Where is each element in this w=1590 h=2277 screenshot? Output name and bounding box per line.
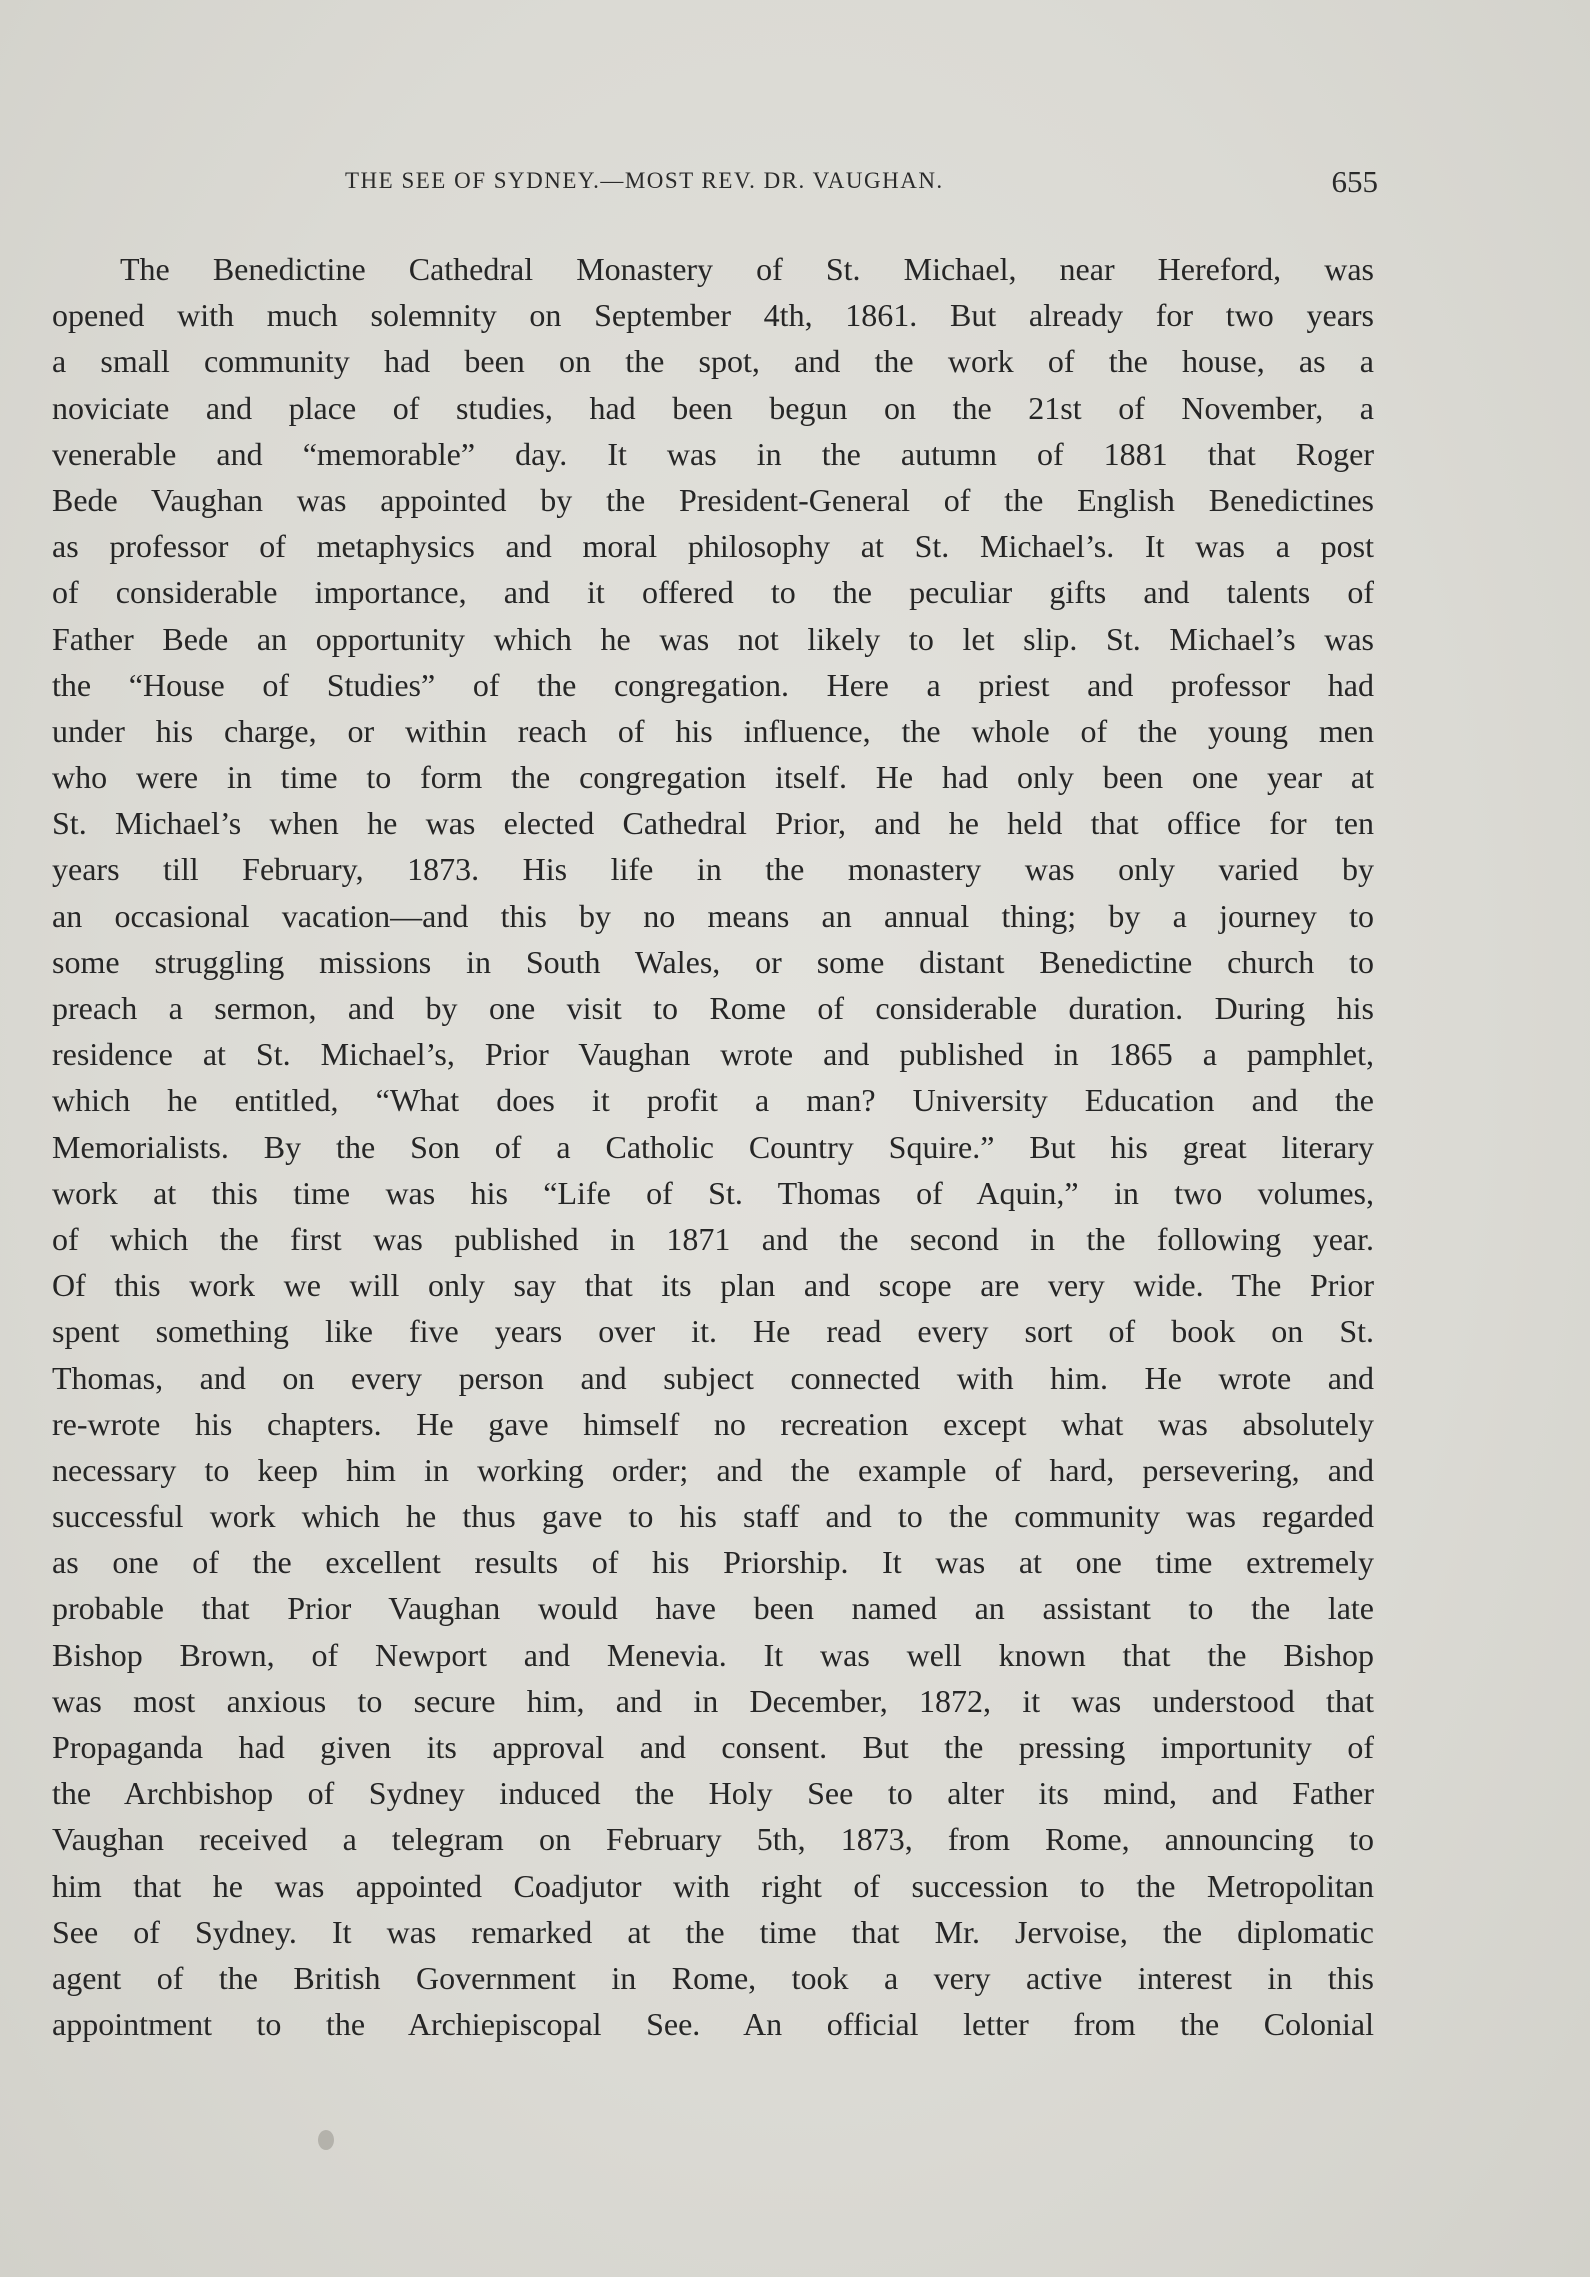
text-line: Memorialists. By the Son of a Catholic Country Squire.” But his great literary (52, 1128, 1374, 1165)
text-line: Propaganda had given its approval and consent. But the pressing importunity of (52, 1729, 1374, 1765)
text-line: St. Michael’s when he was elected Cathedral Prior, and he held that office for ten (52, 805, 1374, 842)
text-line: the “House of Studies” of the congregation. Here a priest and professor had (52, 666, 1374, 703)
text-line: Bede Vaughan was appointed by the President-General of the English Benedictines (52, 481, 1374, 518)
text-line: a small community had been on the spot, and the work of the house, as a (52, 343, 1374, 380)
text-line: of considerable importance, and it offered to the peculiar gifts and talents of (52, 574, 1374, 611)
text-line: venerable and “memorable” day. It was in the autumn of 1881 that Roger (52, 435, 1374, 472)
text-line: some struggling missions in South Wales, or some distant Benedictine church to (52, 943, 1374, 980)
text-line: See of Sydney. It was remarked at the time that Mr. Jervoise, the diplomatic (52, 1913, 1374, 1950)
text-line: as professor of metaphysics and moral philosophy at St. Michael’s. It was a post (52, 528, 1374, 565)
text-line: Thomas, and on every person and subject connected with him. He wrote and (52, 1359, 1374, 1396)
text-line: The Benedictine Cathedral Monastery of St. Michael, near Hereford, was (120, 251, 1374, 287)
text-line: residence at St. Michael’s, Prior Vaughan wrote and published in 1865 a pamphlet, (52, 1036, 1374, 1073)
text-line: work at this time was his “Life of St. Thomas of Aquin,” in two volumes, (52, 1174, 1374, 1211)
text-line: Father Bede an opportunity which he was not likely to let slip. St. Michael’s was (52, 620, 1374, 657)
text-line: years till February, 1873. His life in the monastery was only varied by (52, 851, 1374, 888)
text-line: as one of the excellent results of his Priorship. It was at one time extremely (52, 1544, 1374, 1581)
running-head: THE SEE OF SYDNEY.—MOST REV. DR. VAUGHAN. (345, 168, 944, 193)
text-line: of which the first was published in 1871 and the second in the following year. (52, 1220, 1374, 1257)
paper-speck (318, 2130, 334, 2150)
text-line: Bishop Brown, of Newport and Menevia. It was well known that the Bishop (52, 1636, 1374, 1673)
text-line: the Archbishop of Sydney induced the Holy See to alter its mind, and Father (52, 1775, 1374, 1812)
text-line: spent something like five years over it. He read every sort of book on St. (52, 1313, 1374, 1350)
text-line: appointment to the Archiepiscopal See. An official letter from the Colonial (52, 2006, 1374, 2043)
text-line: probable that Prior Vaughan would have been named an assistant to the late (52, 1590, 1374, 1627)
text-line: preach a sermon, and by one visit to Rome of considerable duration. During his (52, 990, 1374, 1026)
text-line: noviciate and place of studies, had been begun on the 21st of November, a (52, 389, 1374, 426)
page-number: 655 (1331, 164, 1378, 199)
text-line: which he entitled, “What does it profit a man? University Education and the (52, 1082, 1374, 1119)
body-text (52, 246, 1374, 2047)
text-line: agent of the British Government in Rome, took a very active interest in this (52, 1959, 1374, 1996)
text-line: an occasional vacation—and this by no means an annual thing; by a journey to (52, 897, 1374, 934)
text-line: Of this work we will only say that its plan and scope are very wide. The Prior (52, 1267, 1374, 1304)
text-line: under his charge, or within reach of his influence, the whole of the young men (52, 712, 1374, 749)
text-line: was most anxious to secure him, and in December, 1872, it was understood that (52, 1682, 1374, 1719)
text-line: Vaughan received a telegram on February 5th, 1873, from Rome, announcing to (52, 1821, 1374, 1858)
text-line: opened with much solemnity on September 4th, 1861. But already for two years (52, 297, 1374, 334)
text-line: necessary to keep him in working order; and the example of hard, persevering, and (52, 1451, 1374, 1488)
text-line: who were in time to form the congregation itself. He had only been one year at (52, 759, 1374, 796)
text-line: re-wrote his chapters. He gave himself no recreation except what was absolutely (52, 1405, 1374, 1442)
text-line: him that he was appointed Coadjutor with right of succession to the Metropolitan (52, 1867, 1374, 1904)
text-line: successful work which he thus gave to his staff and to the community was regarded (52, 1498, 1374, 1535)
